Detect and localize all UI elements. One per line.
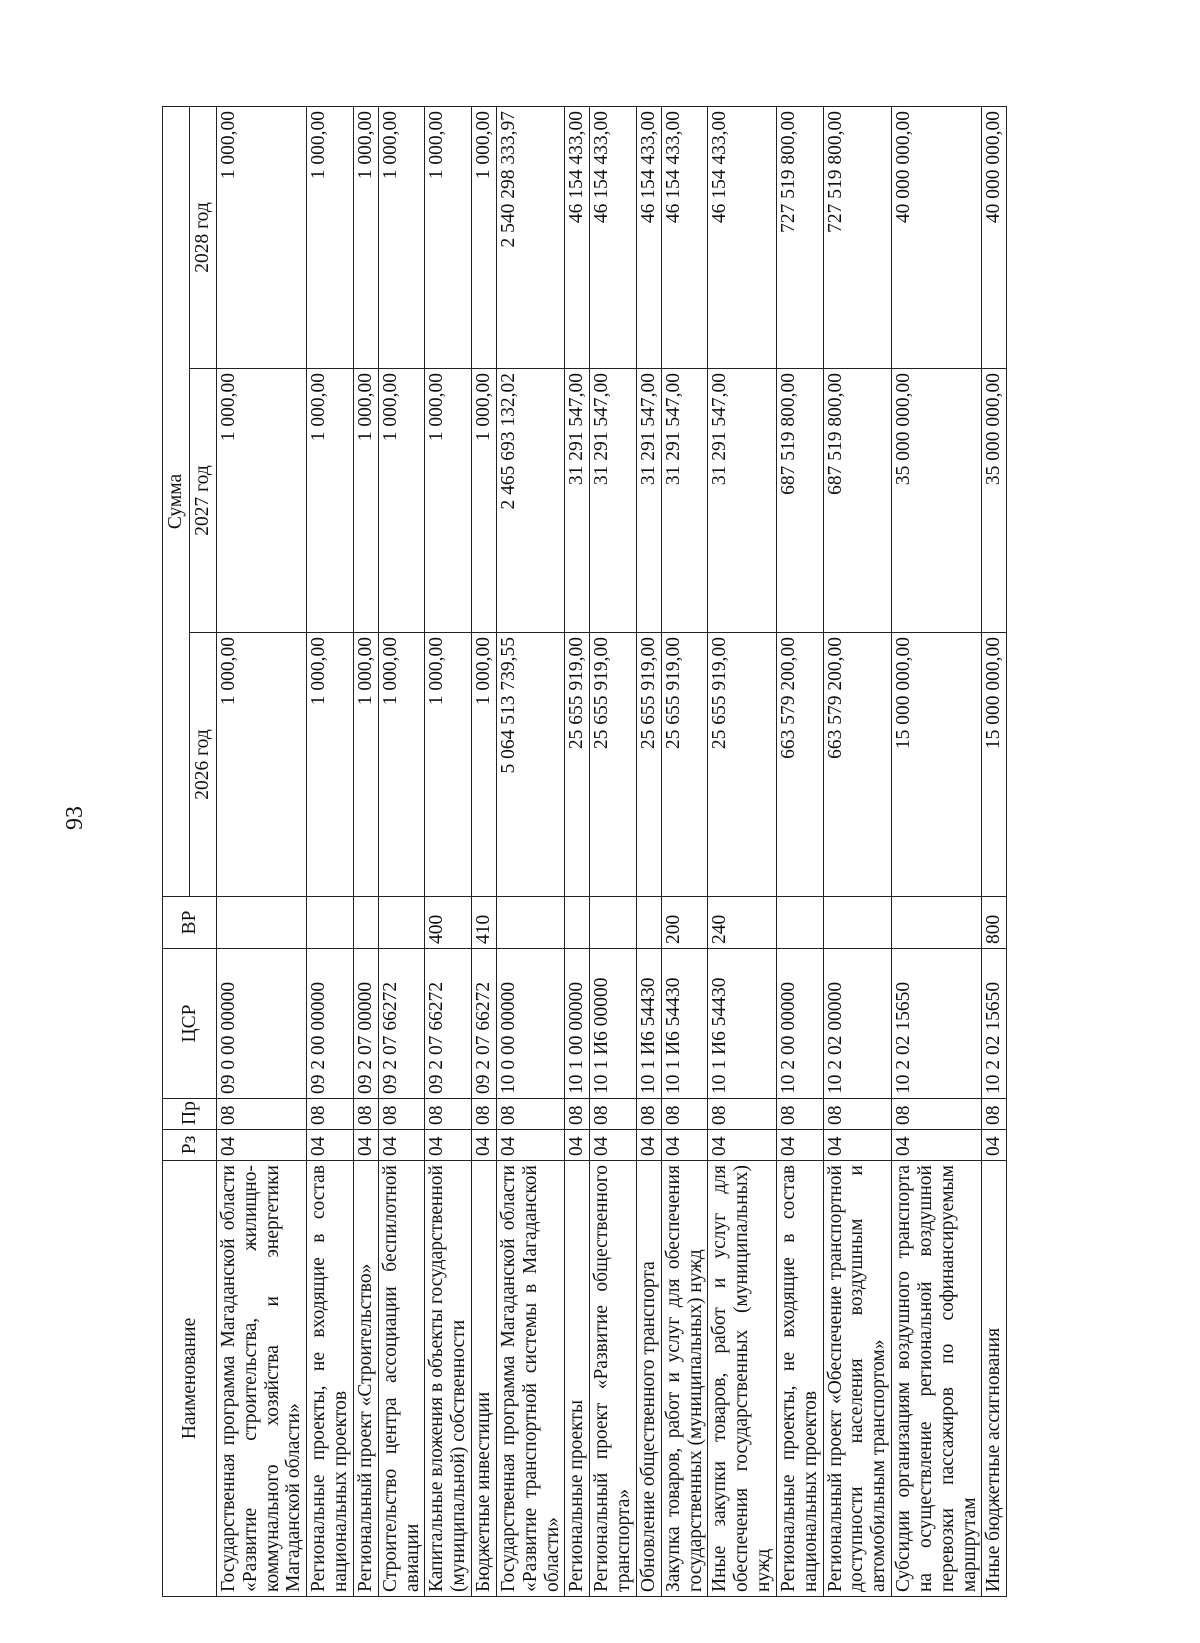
row-2027-cell: 687 519 800,00 (823, 369, 891, 633)
row-rz-cell: 04 (636, 1130, 661, 1161)
row-name-cell: Региональный проект «Обеспечение транспортной доступности населения воздушным и автомобильным транспортом» (823, 1161, 891, 1597)
row-name-cell: Государственная программа Магаданской области «Развитие транспортной системы в Магаданской области» (496, 1161, 564, 1597)
row-2027-cell: 31 291 547,00 (565, 369, 590, 633)
row-2028-cell: 40 000 000,00 (892, 107, 982, 369)
row-2026-cell: 25 655 919,00 (636, 633, 661, 897)
row-csr-cell: 10 0 00 00000 (496, 949, 564, 1099)
row-2027-cell: 1 000,00 (217, 369, 307, 633)
row-vr-cell: 400 (425, 897, 472, 949)
row-2026-cell: 663 579 200,00 (776, 633, 823, 897)
row-2027-cell: 31 291 547,00 (590, 369, 637, 633)
header-csr: ЦСР (163, 949, 217, 1099)
row-pr-cell: 08 (307, 1099, 354, 1130)
row-name-cell: Региональные проекты, не входящие в состав национальных проектов (776, 1161, 823, 1597)
row-vr-cell (590, 897, 637, 949)
page-number: 93 (62, 806, 88, 830)
header-rz: Рз (163, 1130, 217, 1161)
row-2027-cell: 31 291 547,00 (636, 369, 661, 633)
row-rz-cell: 04 (378, 1130, 425, 1161)
table-row (565, 107, 590, 1597)
row-vr-cell: 800 (982, 897, 1007, 949)
row-csr-cell: 10 2 02 15650 (982, 949, 1007, 1099)
row-pr-cell: 08 (982, 1099, 1007, 1130)
row-2026-cell: 25 655 919,00 (590, 633, 637, 897)
row-vr-cell (353, 897, 378, 949)
row-vr-cell (378, 897, 425, 949)
row-2028-cell: 1 000,00 (307, 107, 354, 369)
table-row (353, 107, 378, 1597)
row-name-cell: Закупка товаров, работ и услуг для обеспечения государственных (муниципальных) нужд (661, 1161, 708, 1597)
row-name-cell: Региональные проекты, не входящие в состав национальных проектов (307, 1161, 354, 1597)
row-pr-cell: 08 (472, 1099, 497, 1130)
table-row (217, 107, 307, 1597)
row-vr-cell (892, 897, 982, 949)
row-2028-cell: 1 000,00 (425, 107, 472, 369)
row-2026-cell: 1 000,00 (425, 633, 472, 897)
row-pr-cell: 08 (708, 1099, 776, 1130)
row-2028-cell: 1 000,00 (217, 107, 307, 369)
table-row (472, 107, 497, 1597)
row-vr-cell (776, 897, 823, 949)
row-name-cell: Региональный проект «Строительство» (353, 1161, 378, 1597)
row-2028-cell: 46 154 433,00 (661, 107, 708, 369)
rotated-table-wrapper (162, 107, 1063, 1597)
row-csr-cell: 09 2 00 00000 (307, 949, 354, 1099)
row-name-cell: Строительство центра ассоциации беспилотной авиации (378, 1161, 425, 1597)
row-pr-cell: 08 (496, 1099, 564, 1130)
table-row (982, 107, 1007, 1597)
table-row (636, 107, 661, 1597)
row-pr-cell: 08 (353, 1099, 378, 1130)
row-csr-cell: 09 2 07 66272 (425, 949, 472, 1099)
row-pr-cell: 08 (776, 1099, 823, 1130)
row-2026-cell: 25 655 919,00 (708, 633, 776, 897)
row-rz-cell: 04 (496, 1130, 564, 1161)
row-vr-cell (217, 897, 307, 949)
table-row (496, 107, 564, 1597)
row-2026-cell: 25 655 919,00 (565, 633, 590, 897)
table-row (378, 107, 425, 1597)
row-2026-cell: 15 000 000,00 (892, 633, 982, 897)
budget-table (162, 106, 1007, 1597)
row-2027-cell: 31 291 547,00 (661, 369, 708, 633)
row-rz-cell: 04 (353, 1130, 378, 1161)
row-2028-cell: 46 154 433,00 (565, 107, 590, 369)
row-csr-cell: 10 1 И6 54430 (661, 949, 708, 1099)
row-2026-cell: 1 000,00 (307, 633, 354, 897)
row-2027-cell: 687 519 800,00 (776, 369, 823, 633)
row-rz-cell: 04 (776, 1130, 823, 1161)
row-2026-cell: 1 000,00 (217, 633, 307, 897)
table-row (892, 107, 982, 1597)
row-2027-cell: 1 000,00 (425, 369, 472, 633)
row-2028-cell: 46 154 433,00 (708, 107, 776, 369)
row-name-cell: Региональный проект «Развитие общественного транспорта» (590, 1161, 637, 1597)
row-2028-cell: 1 000,00 (378, 107, 425, 369)
row-vr-cell: 240 (708, 897, 776, 949)
row-rz-cell: 04 (708, 1130, 776, 1161)
row-rz-cell: 04 (892, 1130, 982, 1161)
row-2027-cell: 1 000,00 (353, 369, 378, 633)
row-pr-cell: 08 (378, 1099, 425, 1130)
header-pr: Пр (163, 1099, 217, 1130)
row-name-cell: Региональные проекты (565, 1161, 590, 1597)
row-rz-cell: 04 (217, 1130, 307, 1161)
row-csr-cell: 09 2 07 00000 (353, 949, 378, 1099)
header-2026: 2026 год (190, 633, 217, 897)
row-rz-cell: 04 (661, 1130, 708, 1161)
row-csr-cell: 10 1 00 00000 (565, 949, 590, 1099)
row-2028-cell: 727 519 800,00 (823, 107, 891, 369)
row-2026-cell: 1 000,00 (472, 633, 497, 897)
row-csr-cell: 10 2 00 00000 (776, 949, 823, 1099)
row-rz-cell: 04 (565, 1130, 590, 1161)
row-pr-cell: 08 (636, 1099, 661, 1130)
row-pr-cell: 08 (661, 1099, 708, 1130)
row-rz-cell: 04 (982, 1130, 1007, 1161)
row-2028-cell: 46 154 433,00 (590, 107, 637, 369)
row-csr-cell: 09 2 07 66272 (378, 949, 425, 1099)
table-row (307, 107, 354, 1597)
row-2027-cell: 1 000,00 (472, 369, 497, 633)
row-2028-cell: 1 000,00 (472, 107, 497, 369)
row-2026-cell: 1 000,00 (378, 633, 425, 897)
header-vr: ВР (163, 897, 217, 949)
row-name-cell: Бюджетные инвестиции (472, 1161, 497, 1597)
header-2027: 2027 год (190, 369, 217, 633)
row-2026-cell: 25 655 919,00 (661, 633, 708, 897)
row-csr-cell: 09 2 07 66272 (472, 949, 497, 1099)
row-vr-cell (496, 897, 564, 949)
table-body (217, 107, 1007, 1597)
row-vr-cell (636, 897, 661, 949)
table-row (425, 107, 472, 1597)
row-csr-cell: 10 2 02 00000 (823, 949, 891, 1099)
row-name-cell: Иные закупки товаров, работ и услуг для обеспечения государственных (муниципальных) нужд (708, 1161, 776, 1597)
row-2026-cell: 5 064 513 739,55 (496, 633, 564, 897)
row-2028-cell: 40 000 000,00 (982, 107, 1007, 369)
row-pr-cell: 08 (892, 1099, 982, 1130)
row-2027-cell: 31 291 547,00 (708, 369, 776, 633)
row-rz-cell: 04 (823, 1130, 891, 1161)
row-2027-cell: 35 000 000,00 (982, 369, 1007, 633)
row-name-cell: Субсидии организациям воздушного транспорта на осуществление региональной воздушной перевозки пассажиров по софинансируемым маршрутам (892, 1161, 982, 1597)
row-2028-cell: 2 540 298 333,97 (496, 107, 564, 369)
row-pr-cell: 08 (823, 1099, 891, 1130)
row-2027-cell: 1 000,00 (378, 369, 425, 633)
row-csr-cell: 09 0 00 00000 (217, 949, 307, 1099)
row-pr-cell: 08 (425, 1099, 472, 1130)
row-name-cell: Государственная программа Магаданской области «Развитие строительства, жилищно-коммунального хозяйства и энергетики Магаданской области» (217, 1161, 307, 1597)
row-name-cell: Капитальные вложения в объекты государственной (муниципальной) собственности (425, 1161, 472, 1597)
row-vr-cell (565, 897, 590, 949)
table-row (661, 107, 708, 1597)
row-rz-cell: 04 (472, 1130, 497, 1161)
row-name-cell: Обновление общественного транспорта (636, 1161, 661, 1597)
row-vr-cell: 410 (472, 897, 497, 949)
row-pr-cell: 08 (217, 1099, 307, 1130)
header-2028: 2028 год (190, 107, 217, 369)
row-csr-cell: 10 1 И6 54430 (708, 949, 776, 1099)
row-2027-cell: 35 000 000,00 (892, 369, 982, 633)
header-sum: Сумма (163, 107, 190, 897)
row-rz-cell: 04 (590, 1130, 637, 1161)
header-name: Наименование (163, 1161, 217, 1597)
row-2026-cell: 1 000,00 (353, 633, 378, 897)
table-row (823, 107, 891, 1597)
row-2026-cell: 15 000 000,00 (982, 633, 1007, 897)
row-2028-cell: 46 154 433,00 (636, 107, 661, 369)
row-rz-cell: 04 (425, 1130, 472, 1161)
table-row (708, 107, 776, 1597)
row-name-cell: Иные бюджетные ассигнования (982, 1161, 1007, 1597)
row-2026-cell: 663 579 200,00 (823, 633, 891, 897)
row-pr-cell: 08 (565, 1099, 590, 1130)
table-row (590, 107, 637, 1597)
table-row (776, 107, 823, 1597)
row-2027-cell: 1 000,00 (307, 369, 354, 633)
row-csr-cell: 10 1 И6 00000 (590, 949, 637, 1099)
row-csr-cell: 10 1 И6 54430 (636, 949, 661, 1099)
row-2027-cell: 2 465 693 132,02 (496, 369, 564, 633)
row-pr-cell: 08 (590, 1099, 637, 1130)
row-rz-cell: 04 (307, 1130, 354, 1161)
row-vr-cell (823, 897, 891, 949)
row-vr-cell: 200 (661, 897, 708, 949)
row-vr-cell (307, 897, 354, 949)
row-2028-cell: 727 519 800,00 (776, 107, 823, 369)
row-2028-cell: 1 000,00 (353, 107, 378, 369)
row-csr-cell: 10 2 02 15650 (892, 949, 982, 1099)
